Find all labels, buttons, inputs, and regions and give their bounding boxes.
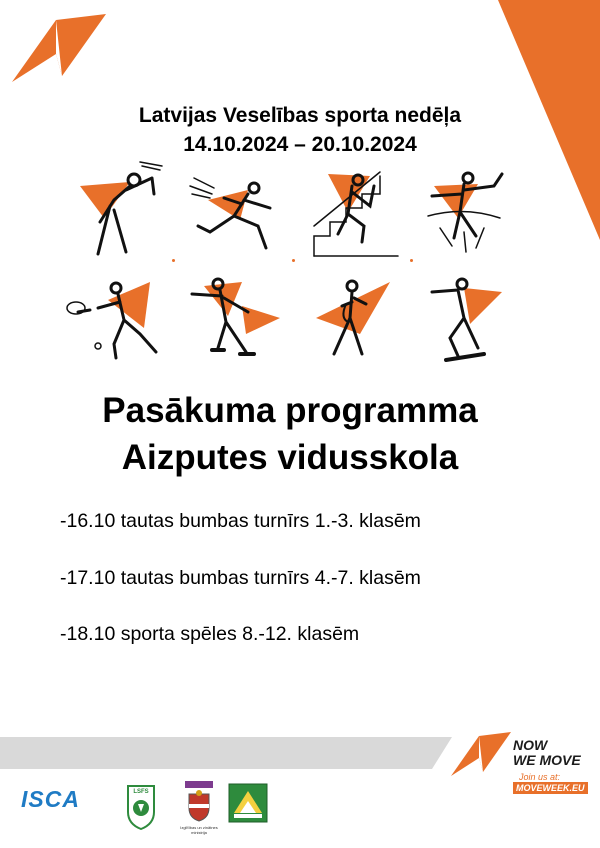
coat-of-arms-icon [185, 790, 213, 822]
ministry-caption: Izglītības un zinātnes ministrija [180, 825, 218, 835]
now-label: NOW [513, 737, 548, 753]
now-we-move-logo [451, 732, 591, 796]
event-item: -17.10 tautas bumbas turnīrs 4.-7. klasēm [60, 567, 421, 589]
ministry-logo [179, 781, 219, 837]
shooter-figure-icon [70, 160, 166, 260]
separator-dot [172, 259, 175, 262]
runner-figure-icon [188, 168, 284, 268]
program-title: Pasākuma programma [102, 391, 478, 430]
event-item: -16.10 tautas bumbas turnīrs 1.-3. klasēm [60, 510, 421, 532]
we-move-label: WE MOVE [513, 752, 581, 768]
school-name: Aizputes vidusskola [121, 438, 459, 477]
saxophone-figure-icon [312, 274, 408, 374]
school-emblem-icon [228, 783, 268, 823]
lsfs-label: LSFS [133, 789, 149, 795]
event-item: -18.10 sporta spēles 8.-12. klasēm [60, 623, 360, 645]
stairs-figure-icon [308, 166, 404, 266]
lsfs-shield-icon [126, 782, 156, 830]
skater-figure-icon [428, 276, 524, 376]
rollerskater-figure-icon [184, 276, 280, 376]
join-us-label: Join us at: [519, 772, 561, 782]
event-title: Latvijas Veselības sporta nedēļa [138, 104, 462, 127]
moveweek-url[interactable]: MOVEWEEK.EU [513, 782, 588, 794]
event-dates: 14.10.2024 – 20.10.2024 [183, 133, 417, 156]
tennis-figure-icon [64, 278, 160, 378]
move-week-small-logo-icon [451, 732, 511, 776]
separator-dot [410, 259, 413, 262]
ministry-bar [185, 781, 213, 788]
move-week-logo-icon [12, 14, 106, 82]
isca-logo: ISCA [21, 786, 80, 812]
dancer-figure-icon [424, 166, 520, 266]
separator-dot [292, 259, 295, 262]
